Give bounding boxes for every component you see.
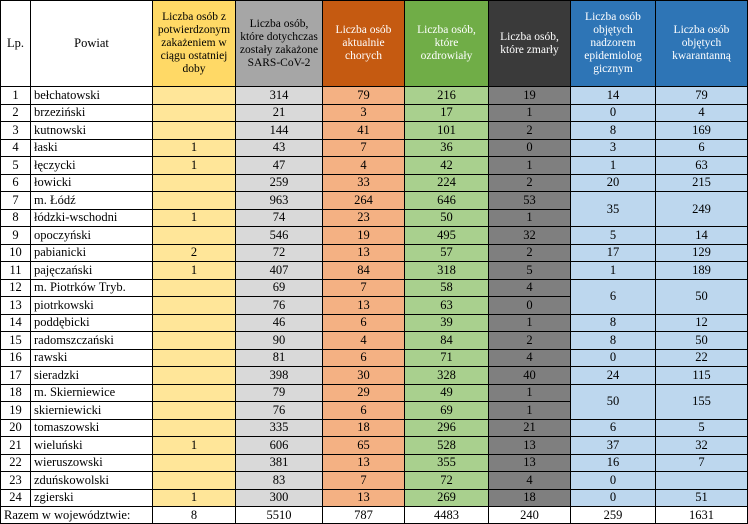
cell-supervision: 50	[571, 384, 656, 419]
cell-quarantine: 155	[656, 384, 748, 419]
cell-quarantine	[656, 472, 748, 490]
cell-lp: 15	[1, 332, 31, 350]
cell-recovered: 63	[405, 297, 489, 315]
cell-new-cases	[153, 297, 236, 315]
cell-new-cases	[153, 332, 236, 350]
cell-powiat: kutnowski	[31, 122, 153, 140]
cell-powiat: tomaszowski	[31, 419, 153, 437]
cell-total-cases: 300	[236, 489, 323, 507]
cell-active-cases: 33	[323, 174, 405, 192]
totals-quarantine: 1631	[656, 507, 748, 524]
cell-new-cases	[153, 314, 236, 332]
cell-lp: 10	[1, 244, 31, 262]
table-row	[1, 87, 748, 105]
cell-total-cases: 43	[236, 139, 323, 157]
cell-active-cases: 23	[323, 209, 405, 227]
cell-active-cases: 7	[323, 472, 405, 490]
header-powiat: Powiat	[31, 1, 153, 87]
cell-deaths: 1	[489, 209, 571, 227]
cell-powiat: łódzki-wschodni	[31, 209, 153, 227]
cell-recovered: 101	[405, 122, 489, 140]
cell-new-cases	[153, 402, 236, 420]
header-quarantine: Liczba osób objętych kwarantanną	[656, 1, 748, 87]
cell-deaths: 4	[489, 472, 571, 490]
cell-new-cases	[153, 227, 236, 245]
cell-deaths: 53	[489, 192, 571, 210]
cell-supervision: 0	[571, 104, 656, 122]
table-row	[1, 227, 748, 245]
table-row	[1, 262, 748, 280]
cell-total-cases: 76	[236, 297, 323, 315]
header-total-cases: Liczba osób, które dotychczas zostały zakażone SARS-CoV-2	[236, 1, 323, 87]
cell-new-cases: 1	[153, 489, 236, 507]
cell-lp: 11	[1, 262, 31, 280]
cell-recovered: 269	[405, 489, 489, 507]
cell-deaths: 21	[489, 419, 571, 437]
cell-powiat: opoczyński	[31, 227, 153, 245]
cell-quarantine: 169	[656, 122, 748, 140]
cell-quarantine: 63	[656, 157, 748, 175]
cell-lp: 21	[1, 437, 31, 455]
cell-quarantine: 7	[656, 454, 748, 472]
cell-lp: 24	[1, 489, 31, 507]
cell-lp: 7	[1, 192, 31, 210]
cell-total-cases: 69	[236, 279, 323, 297]
cell-deaths: 32	[489, 227, 571, 245]
cell-deaths: 2	[489, 122, 571, 140]
cell-total-cases: 81	[236, 349, 323, 367]
cell-active-cases: 7	[323, 279, 405, 297]
cell-new-cases	[153, 174, 236, 192]
cell-powiat: bełchatowski	[31, 87, 153, 105]
cell-deaths: 1	[489, 157, 571, 175]
cell-quarantine: 12	[656, 314, 748, 332]
cell-total-cases: 144	[236, 122, 323, 140]
cell-supervision: 16	[571, 454, 656, 472]
table-row	[1, 314, 748, 332]
cell-supervision: 3	[571, 139, 656, 157]
cell-powiat: pajęczański	[31, 262, 153, 280]
cell-total-cases: 83	[236, 472, 323, 490]
cell-powiat: m. Skierniewice	[31, 384, 153, 402]
table-row	[1, 419, 748, 437]
cell-new-cases: 1	[153, 209, 236, 227]
cell-active-cases: 13	[323, 244, 405, 262]
totals-row	[1, 507, 748, 524]
header-row	[1, 1, 748, 87]
table-row	[1, 472, 748, 490]
cell-recovered: 84	[405, 332, 489, 350]
cell-deaths: 40	[489, 367, 571, 385]
header-deaths: Liczba osób, które zmarły	[489, 1, 571, 87]
cell-recovered: 328	[405, 367, 489, 385]
cell-powiat: wieluński	[31, 437, 153, 455]
table-row	[1, 244, 748, 262]
cell-total-cases: 90	[236, 332, 323, 350]
cell-active-cases: 79	[323, 87, 405, 105]
cell-powiat: pabianicki	[31, 244, 153, 262]
cell-deaths: 5	[489, 262, 571, 280]
cell-recovered: 528	[405, 437, 489, 455]
cell-lp: 2	[1, 104, 31, 122]
cell-active-cases: 13	[323, 297, 405, 315]
cell-total-cases: 76	[236, 402, 323, 420]
cell-deaths: 4	[489, 279, 571, 297]
cell-deaths: 2	[489, 244, 571, 262]
cell-active-cases: 19	[323, 227, 405, 245]
cell-deaths: 2	[489, 332, 571, 350]
cell-total-cases: 606	[236, 437, 323, 455]
cell-total-cases: 407	[236, 262, 323, 280]
cell-recovered: 50	[405, 209, 489, 227]
cell-supervision: 0	[571, 489, 656, 507]
cell-recovered: 71	[405, 349, 489, 367]
cell-quarantine: 189	[656, 262, 748, 280]
cell-lp: 17	[1, 367, 31, 385]
cell-recovered: 224	[405, 174, 489, 192]
cell-powiat: rawski	[31, 349, 153, 367]
cell-lp: 14	[1, 314, 31, 332]
table-row	[1, 489, 748, 507]
table-row	[1, 367, 748, 385]
cell-supervision: 5	[571, 227, 656, 245]
cell-deaths: 18	[489, 489, 571, 507]
cell-quarantine: 249	[656, 192, 748, 227]
cell-deaths: 19	[489, 87, 571, 105]
cell-powiat: wieruszowski	[31, 454, 153, 472]
cell-new-cases	[153, 419, 236, 437]
cell-powiat: łęczycki	[31, 157, 153, 175]
header-recovered: Liczba osób, które ozdrowiały	[405, 1, 489, 87]
header-supervision: Liczba osób objętych nadzorem epidemiolog gicznym	[571, 1, 656, 87]
cell-active-cases: 6	[323, 402, 405, 420]
cell-powiat: radomszczański	[31, 332, 153, 350]
cell-lp: 18	[1, 384, 31, 402]
cell-recovered: 646	[405, 192, 489, 210]
cell-new-cases: 1	[153, 157, 236, 175]
cell-active-cases: 30	[323, 367, 405, 385]
cell-total-cases: 546	[236, 227, 323, 245]
table-row	[1, 332, 748, 350]
totals-sick: 787	[323, 507, 405, 524]
cell-lp: 5	[1, 157, 31, 175]
cell-deaths: 0	[489, 297, 571, 315]
table-row	[1, 454, 748, 472]
cell-powiat: zduńskowolski	[31, 472, 153, 490]
cell-deaths: 1	[489, 384, 571, 402]
header-active-cases: Liczba osób aktualnie chorych	[323, 1, 405, 87]
cell-quarantine: 4	[656, 104, 748, 122]
totals-total: 5510	[236, 507, 323, 524]
cell-total-cases: 79	[236, 384, 323, 402]
cell-active-cases: 7	[323, 139, 405, 157]
cell-supervision: 8	[571, 314, 656, 332]
cell-lp: 4	[1, 139, 31, 157]
cell-supervision: 37	[571, 437, 656, 455]
totals-supervision: 259	[571, 507, 656, 524]
cell-quarantine: 129	[656, 244, 748, 262]
cell-quarantine: 215	[656, 174, 748, 192]
cell-supervision: 1	[571, 262, 656, 280]
table-row	[1, 279, 748, 297]
cell-recovered: 39	[405, 314, 489, 332]
cell-total-cases: 314	[236, 87, 323, 105]
cell-deaths: 4	[489, 349, 571, 367]
table-row	[1, 157, 748, 175]
cell-quarantine: 22	[656, 349, 748, 367]
cell-new-cases	[153, 454, 236, 472]
table-row	[1, 104, 748, 122]
table-row	[1, 349, 748, 367]
cell-deaths: 13	[489, 454, 571, 472]
cell-supervision: 8	[571, 332, 656, 350]
cell-new-cases	[153, 279, 236, 297]
table-row	[1, 139, 748, 157]
cell-total-cases: 72	[236, 244, 323, 262]
cell-active-cases: 41	[323, 122, 405, 140]
cell-total-cases: 47	[236, 157, 323, 175]
cell-supervision: 0	[571, 349, 656, 367]
cell-recovered: 42	[405, 157, 489, 175]
cell-lp: 19	[1, 402, 31, 420]
cell-total-cases: 963	[236, 192, 323, 210]
cell-new-cases	[153, 384, 236, 402]
cell-recovered: 216	[405, 87, 489, 105]
cell-supervision: 6	[571, 279, 656, 314]
cell-quarantine: 50	[656, 332, 748, 350]
cell-powiat: skierniewicki	[31, 402, 153, 420]
cell-recovered: 318	[405, 262, 489, 280]
cell-total-cases: 74	[236, 209, 323, 227]
cell-powiat: m. Łódź	[31, 192, 153, 210]
cell-recovered: 72	[405, 472, 489, 490]
totals-deaths: 240	[489, 507, 571, 524]
cell-recovered: 495	[405, 227, 489, 245]
table-row	[1, 122, 748, 140]
cell-new-cases: 1	[153, 437, 236, 455]
cell-new-cases	[153, 122, 236, 140]
cell-total-cases: 335	[236, 419, 323, 437]
cell-quarantine: 6	[656, 139, 748, 157]
header-new-cases: Liczba osób z potwierdzonym zakażeniem w ciągu ostatniej doby	[153, 1, 236, 87]
cell-active-cases: 6	[323, 314, 405, 332]
cell-lp: 23	[1, 472, 31, 490]
cell-powiat: poddębicki	[31, 314, 153, 332]
cell-lp: 22	[1, 454, 31, 472]
totals-label: Razem w województwie:	[1, 507, 153, 524]
cell-quarantine: 50	[656, 279, 748, 314]
cell-new-cases: 2	[153, 244, 236, 262]
cell-quarantine: 5	[656, 419, 748, 437]
cell-lp: 1	[1, 87, 31, 105]
cell-powiat: brzeziński	[31, 104, 153, 122]
cell-new-cases: 1	[153, 262, 236, 280]
cell-lp: 3	[1, 122, 31, 140]
cell-lp: 9	[1, 227, 31, 245]
cell-active-cases: 29	[323, 384, 405, 402]
cell-total-cases: 398	[236, 367, 323, 385]
cell-total-cases: 21	[236, 104, 323, 122]
cell-powiat: łowicki	[31, 174, 153, 192]
cell-recovered: 57	[405, 244, 489, 262]
cell-supervision: 8	[571, 122, 656, 140]
cell-new-cases	[153, 104, 236, 122]
cell-quarantine: 51	[656, 489, 748, 507]
cell-active-cases: 264	[323, 192, 405, 210]
cell-supervision: 6	[571, 419, 656, 437]
cell-lp: 6	[1, 174, 31, 192]
cell-deaths: 2	[489, 174, 571, 192]
cell-new-cases	[153, 367, 236, 385]
cell-supervision: 35	[571, 192, 656, 227]
cell-lp: 8	[1, 209, 31, 227]
cell-quarantine: 32	[656, 437, 748, 455]
cell-powiat: sieradzki	[31, 367, 153, 385]
cell-active-cases: 13	[323, 489, 405, 507]
cell-powiat: piotrkowski	[31, 297, 153, 315]
cell-deaths: 1	[489, 104, 571, 122]
cell-recovered: 17	[405, 104, 489, 122]
cell-deaths: 1	[489, 402, 571, 420]
table-row	[1, 192, 748, 210]
cell-recovered: 296	[405, 419, 489, 437]
cell-active-cases: 84	[323, 262, 405, 280]
cell-quarantine: 14	[656, 227, 748, 245]
cell-deaths: 0	[489, 139, 571, 157]
cell-supervision: 20	[571, 174, 656, 192]
cell-recovered: 58	[405, 279, 489, 297]
table-row	[1, 437, 748, 455]
cell-active-cases: 65	[323, 437, 405, 455]
cell-powiat: m. Piotrków Tryb.	[31, 279, 153, 297]
totals-recovered: 4483	[405, 507, 489, 524]
cell-powiat: zgierski	[31, 489, 153, 507]
table-body	[1, 87, 748, 507]
cell-recovered: 36	[405, 139, 489, 157]
cell-quarantine: 115	[656, 367, 748, 385]
totals-new: 8	[153, 507, 236, 524]
cell-active-cases: 18	[323, 419, 405, 437]
cell-active-cases: 4	[323, 157, 405, 175]
cell-lp: 12	[1, 279, 31, 297]
cell-supervision: 14	[571, 87, 656, 105]
cell-deaths: 1	[489, 314, 571, 332]
table-row	[1, 384, 748, 402]
cell-new-cases	[153, 349, 236, 367]
cell-supervision: 0	[571, 472, 656, 490]
cell-deaths: 13	[489, 437, 571, 455]
cell-new-cases	[153, 87, 236, 105]
cell-supervision: 17	[571, 244, 656, 262]
cell-total-cases: 259	[236, 174, 323, 192]
cell-supervision: 24	[571, 367, 656, 385]
table-row	[1, 174, 748, 192]
cell-new-cases: 1	[153, 139, 236, 157]
cell-active-cases: 6	[323, 349, 405, 367]
cell-total-cases: 46	[236, 314, 323, 332]
cell-recovered: 355	[405, 454, 489, 472]
cell-lp: 20	[1, 419, 31, 437]
cell-active-cases: 3	[323, 104, 405, 122]
cell-active-cases: 13	[323, 454, 405, 472]
cell-quarantine: 79	[656, 87, 748, 105]
cell-lp: 13	[1, 297, 31, 315]
cell-lp: 16	[1, 349, 31, 367]
cell-new-cases	[153, 472, 236, 490]
cell-new-cases	[153, 192, 236, 210]
cell-recovered: 49	[405, 384, 489, 402]
header-lp: Lp.	[1, 1, 31, 87]
cell-supervision: 1	[571, 157, 656, 175]
cell-total-cases: 381	[236, 454, 323, 472]
cell-recovered: 69	[405, 402, 489, 420]
cell-active-cases: 4	[323, 332, 405, 350]
cell-powiat: łaski	[31, 139, 153, 157]
